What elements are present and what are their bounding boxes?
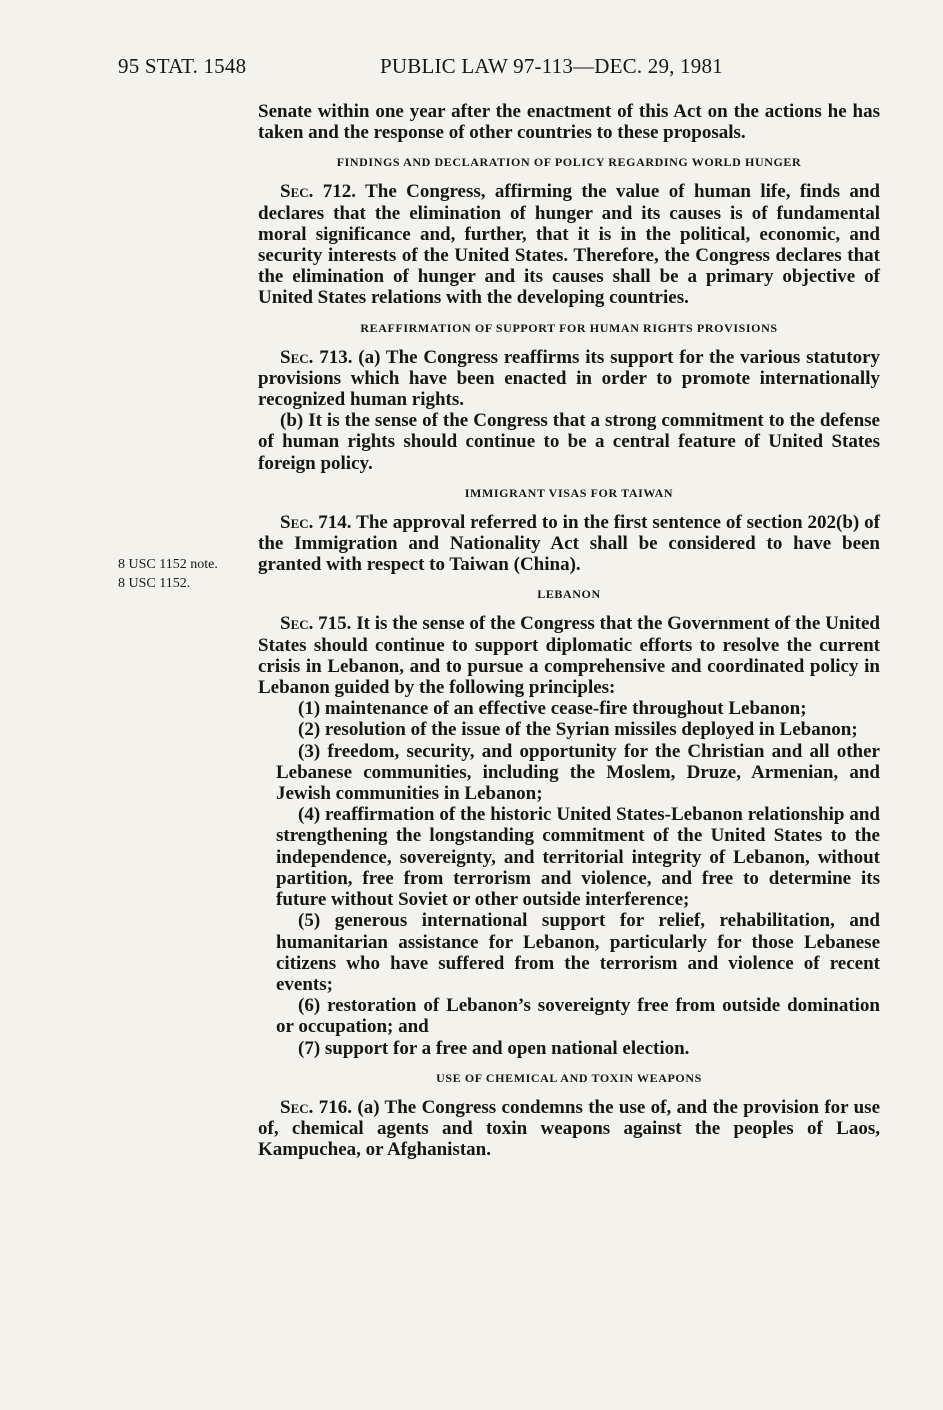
list-item-2: (2) resolution of the issue of the Syrian missiles deployed in Lebanon; bbox=[298, 719, 858, 741]
section-heading-chemical-weapons: USE OF CHEMICAL AND TOXIN WEAPONS bbox=[436, 1070, 702, 1085]
section-heading-human-rights: REAFFIRMATION OF SUPPORT FOR HUMAN RIGHTS PROVISIONS bbox=[360, 320, 778, 335]
section-text: (a) The Congress reaffirms its support for the various statutory provisions which have been enacted in order to promote internationally recognized human rights. bbox=[258, 346, 880, 411]
section-label: Sec. 713. bbox=[280, 346, 353, 368]
list-item-3: (3) freedom, security, and opportunity for the Christian and all other Lebanese communities, including the Moslem, Druze, Armenian, and Jewish communities in Lebanon; bbox=[276, 740, 880, 805]
list-item-5: (5) generous international support for relief, rehabilitation, and humanitarian assistance for Lebanon, particularly for those Lebanese citizens who have suffered from the terrorism and violence of recent events; bbox=[276, 910, 880, 995]
page-stat-citation: 95 STAT. 1548 bbox=[118, 54, 247, 78]
margin-note-usc-note: 8 USC 1152 note. bbox=[118, 557, 218, 572]
section-label: Sec. 715. bbox=[280, 613, 352, 635]
section-712 bbox=[258, 181, 880, 308]
section-heading-world-hunger: FINDINGS AND DECLARATION OF POLICY REGARDING WORLD HUNGER bbox=[336, 155, 802, 170]
section-text: The approval referred to in the first sentence of section 202(b) of the Immigration and Nationality Act shall be considered to have been granted with respect to Taiwan (China). bbox=[258, 511, 880, 576]
main-text-column bbox=[258, 101, 880, 1160]
section-label: Sec. 714. bbox=[280, 511, 352, 533]
section-text: The Congress, affirming the value of human life, finds and declares that the elimination of hunger and its causes is of fundamental moral significance and, further, that it is in the political, economic, and security interests of the United States. Therefore, the Congress declares that the elimination of hunger and its causes shall be a primary objective of United States relations with the developing countries. bbox=[258, 181, 880, 309]
list-item-4: (4) reaffirmation of the historic United States-Lebanon relationship and strengthening the longstanding commitment of the United States to the independence, sovereignty, and territorial integrity of Lebanon, without partition, free from terrorism and violence, and free to determine its future without Soviet or other outside interference; bbox=[276, 804, 880, 911]
list-item-6: (6) restoration of Lebanon’s sovereignty free from outside domination or occupation; and bbox=[276, 995, 880, 1038]
section-label: Sec. 716. bbox=[280, 1096, 352, 1118]
section-713a bbox=[258, 347, 880, 411]
section-heading-taiwan: IMMIGRANT VISAS FOR TAIWAN bbox=[464, 485, 674, 500]
section-text: (a) The Congress condemns the use of, and the provision for use of, chemical agents and toxin weapons against the peoples of Laos, Kampuchea, or Afghanistan. bbox=[258, 1096, 880, 1161]
section-heading-lebanon: LEBANON bbox=[537, 587, 601, 602]
section-text: It is the sense of the Congress that the Government of the United States should continue to support diplomatic efforts to resolve the current crisis in Lebanon, and to pursue a comprehensive and coordinated policy in Lebanon guided by the following principles: bbox=[258, 613, 880, 699]
continuation-paragraph: Senate within one year after the enactment of this Act on the actions he has taken and the response of other countries to these proposals. bbox=[258, 101, 880, 144]
section-714 bbox=[258, 512, 880, 576]
page-law-title: PUBLIC LAW 97-113—DEC. 29, 1981 bbox=[380, 54, 723, 78]
section-label: Sec. 712. bbox=[280, 181, 357, 203]
section-716a bbox=[258, 1097, 880, 1161]
section-715 bbox=[258, 613, 880, 698]
list-item-7: (7) support for a free and open national election. bbox=[298, 1037, 690, 1059]
list-item-1: (1) maintenance of an effective cease-fire throughout Lebanon; bbox=[298, 698, 807, 720]
margin-note-usc: 8 USC 1152. bbox=[118, 576, 191, 591]
section-713b: (b) It is the sense of the Congress that a strong commitment to the defense of human rights should continue to be a central feature of United States foreign policy. bbox=[258, 410, 880, 474]
